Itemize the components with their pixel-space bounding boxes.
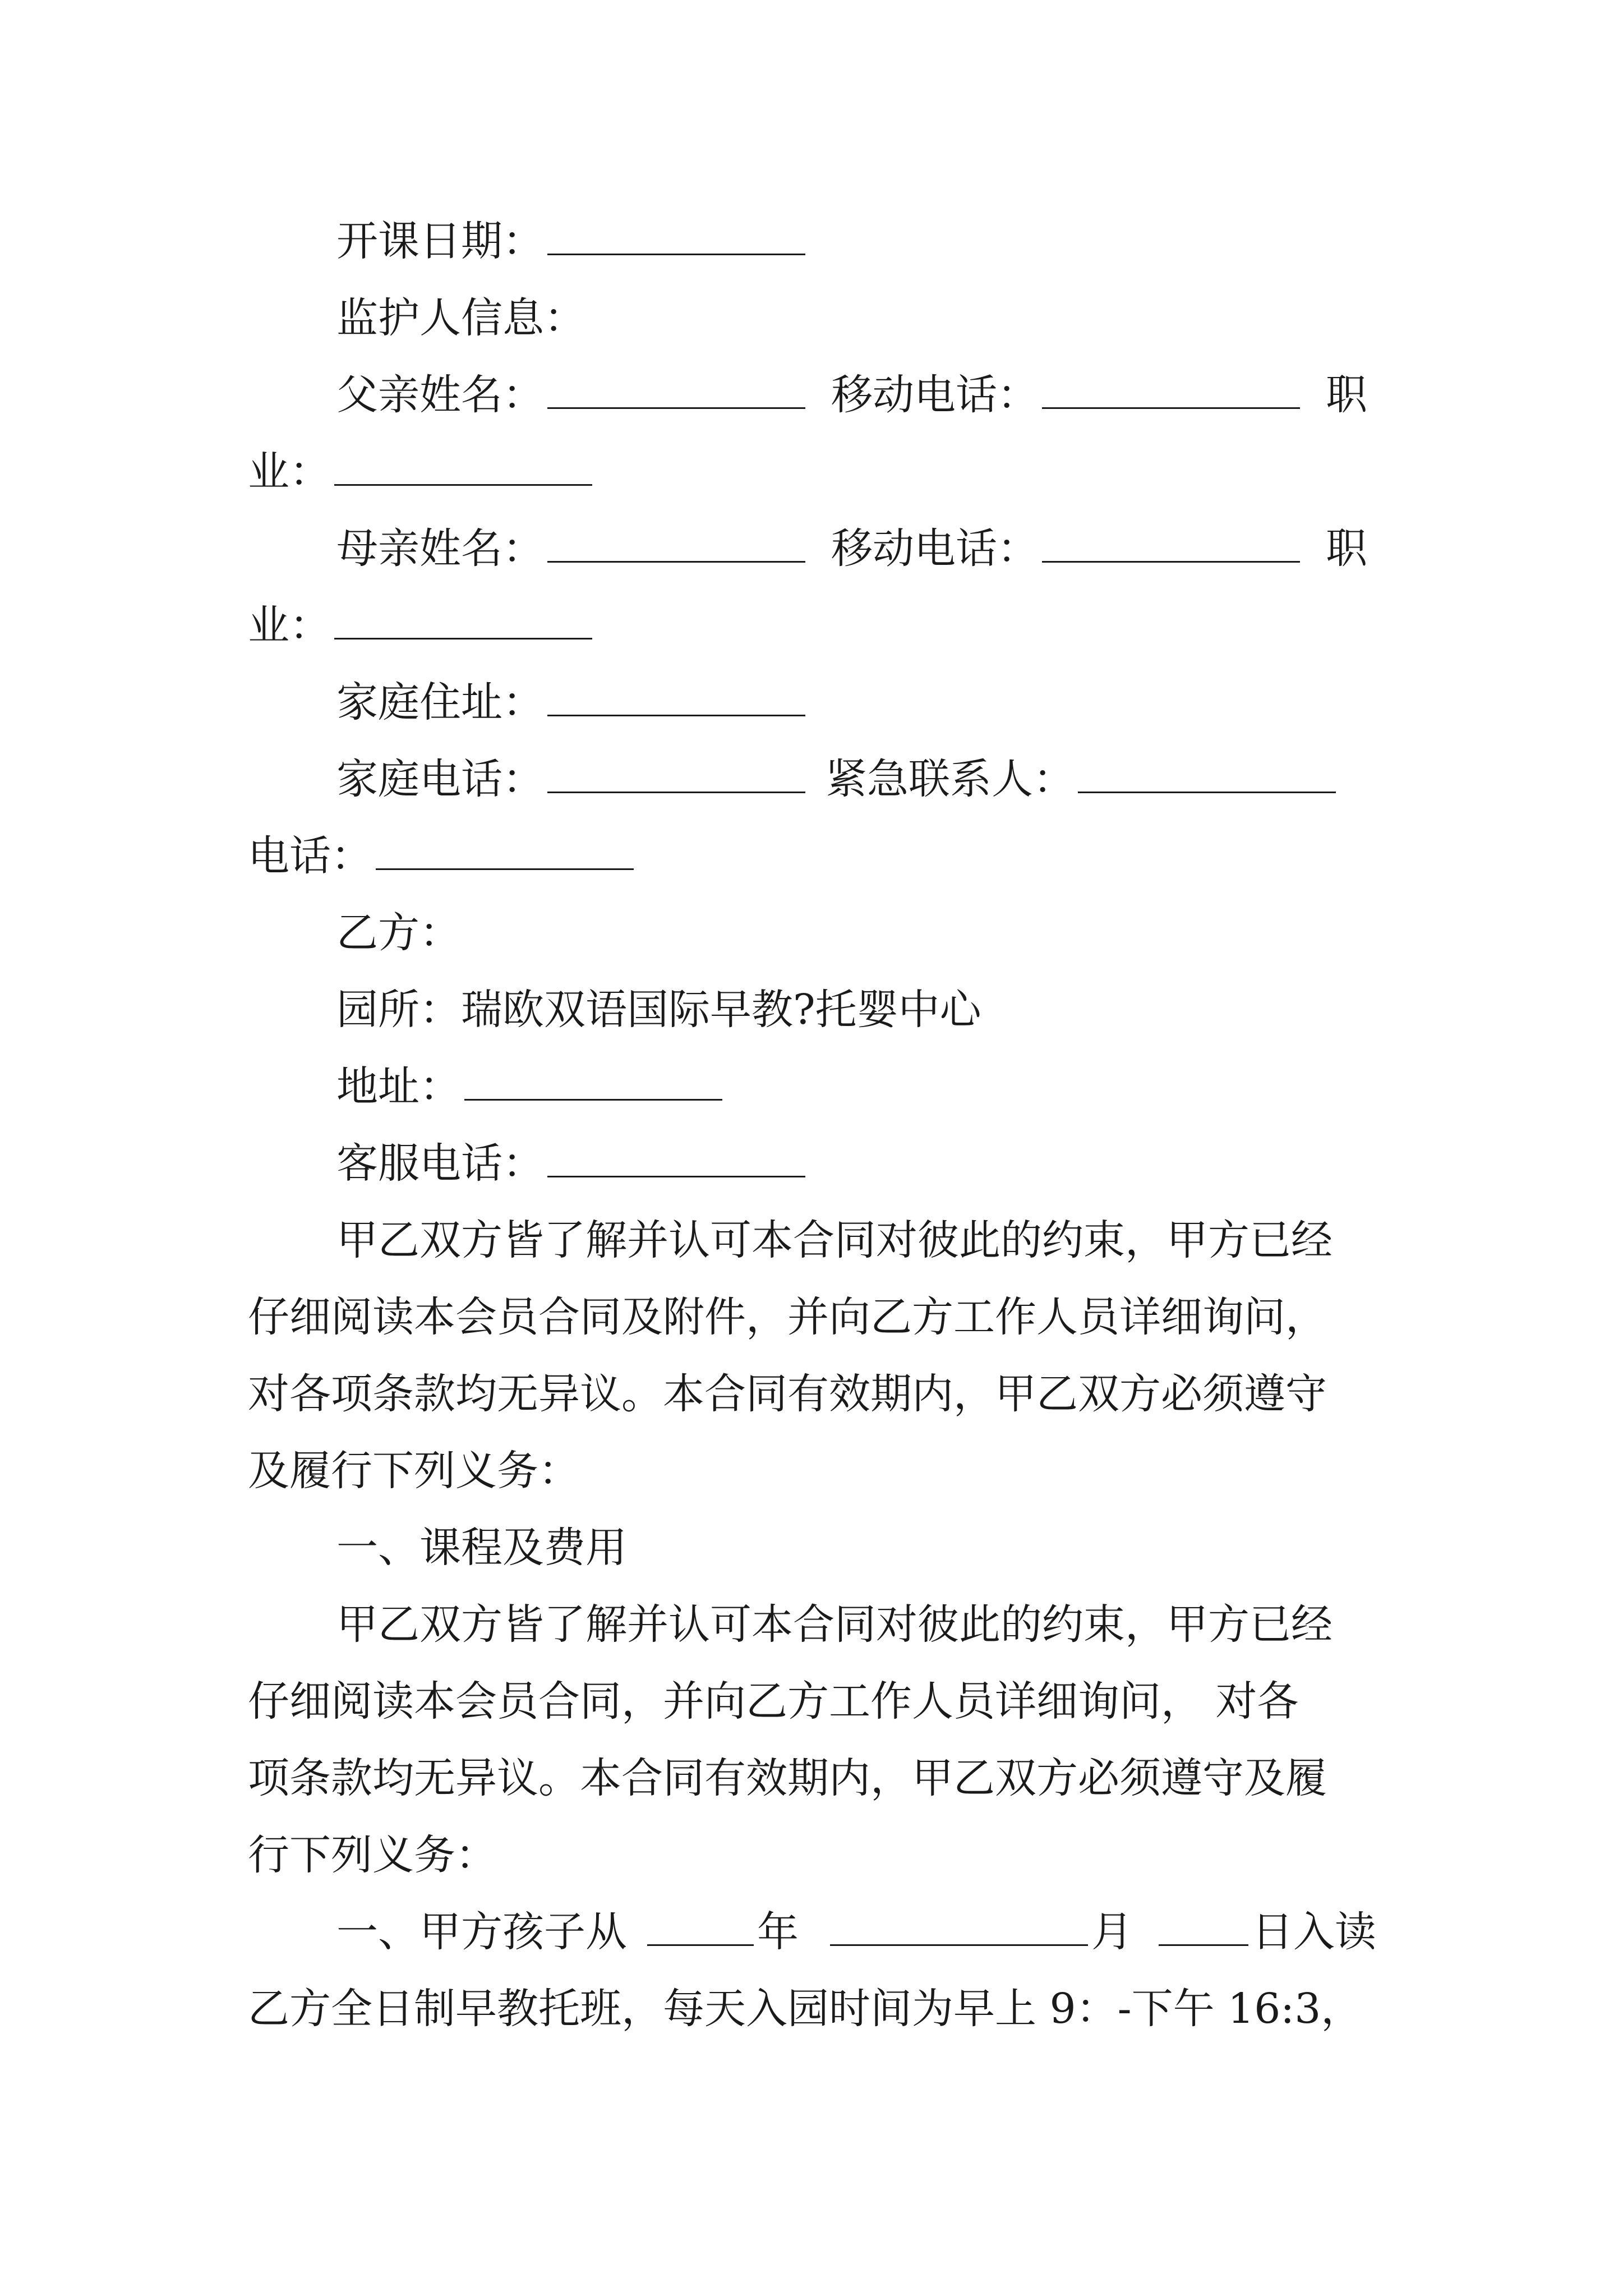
address-field[interactable] bbox=[464, 1066, 722, 1101]
item-1-line-2: 乙方全日制早教托班，每天入园时间为早上 9：-下午 16:3， bbox=[248, 1985, 1363, 2033]
home-phone-row bbox=[336, 751, 1339, 807]
address-row bbox=[336, 1059, 726, 1115]
father-occupation-field[interactable] bbox=[334, 452, 592, 486]
emergency-phone-row bbox=[248, 828, 637, 884]
service-phone-label: 客服电话： bbox=[336, 1139, 544, 1188]
month-label: 月 bbox=[1091, 1908, 1133, 1956]
paragraph-1-line-1: 甲乙双方皆了解并认可本合同对彼此的约束，甲方已经 bbox=[336, 1216, 1332, 1264]
paragraph-2-line-1: 甲乙双方皆了解并认可本合同对彼此的约束，甲方已经 bbox=[336, 1600, 1332, 1649]
home-address-row bbox=[336, 674, 809, 730]
paragraph-2-line-2: 仔细阅读本会员合同，并向乙方工作人员详细询问， 对各 bbox=[248, 1677, 1299, 1726]
item-1-prefix: 一、甲方孩子从 bbox=[336, 1908, 627, 1956]
father-occupation-label-start: 职 bbox=[1326, 371, 1367, 419]
enroll-day-field[interactable] bbox=[1159, 1912, 1248, 1946]
mother-row bbox=[336, 521, 1367, 577]
home-phone-field[interactable] bbox=[547, 759, 805, 793]
emergency-contact-label: 紧急联系人： bbox=[826, 755, 1075, 803]
item-1-line-1 bbox=[336, 1904, 1376, 1960]
party-b-heading: 乙方： bbox=[336, 909, 461, 957]
section-1-title: 一、课程及费用 bbox=[336, 1524, 627, 1572]
father-mobile-field[interactable] bbox=[1042, 375, 1300, 409]
class-date-label: 开课日期： bbox=[336, 217, 544, 265]
mother-occupation-field[interactable] bbox=[334, 605, 592, 639]
enroll-year-field[interactable] bbox=[647, 1912, 754, 1946]
center-name: 园所：瑞欧双语国际早教?托婴中心 bbox=[336, 986, 981, 1034]
paragraph-2-line-3: 项条款均无异议。本合同有效期内，甲乙双方必须遵守及履 bbox=[248, 1754, 1327, 1802]
mother-name-field[interactable] bbox=[547, 528, 805, 563]
day-label: 日入读 bbox=[1252, 1908, 1376, 1956]
mother-occupation-row bbox=[248, 597, 596, 654]
paragraph-1-line-4: 及履行下列义务： bbox=[248, 1447, 580, 1495]
father-name-field[interactable] bbox=[547, 375, 805, 409]
home-phone-label: 家庭电话： bbox=[336, 755, 544, 803]
paragraph-2-line-4: 行下列义务： bbox=[248, 1831, 497, 1879]
guardian-info-heading: 监护人信息： bbox=[336, 294, 585, 342]
emergency-contact-field[interactable] bbox=[1078, 759, 1336, 793]
address-label: 地址： bbox=[336, 1062, 461, 1111]
mother-occupation-label-end: 业： bbox=[248, 601, 331, 650]
class-date-row bbox=[336, 213, 809, 269]
home-address-label: 家庭住址： bbox=[336, 678, 544, 726]
father-name-label: 父亲姓名： bbox=[336, 371, 544, 419]
paragraph-1-line-3: 对各项条款均无异议。本合同有效期内，甲乙双方必须遵守 bbox=[248, 1370, 1327, 1418]
mother-name-label: 母亲姓名： bbox=[336, 524, 544, 573]
mother-mobile-field[interactable] bbox=[1042, 528, 1300, 563]
father-mobile-label: 移动电话： bbox=[831, 371, 1039, 419]
emergency-phone-label: 电话： bbox=[248, 832, 372, 880]
father-occupation-row bbox=[248, 444, 596, 500]
father-row bbox=[336, 367, 1367, 423]
home-address-field[interactable] bbox=[547, 682, 805, 716]
enroll-month-field[interactable] bbox=[830, 1912, 1088, 1946]
paragraph-1-line-2: 仔细阅读本会员合同及附件，并向乙方工作人员详细询问， bbox=[248, 1293, 1327, 1341]
service-phone-row bbox=[336, 1135, 809, 1191]
class-date-field[interactable] bbox=[547, 221, 805, 255]
year-label: 年 bbox=[757, 1908, 799, 1956]
mother-mobile-label: 移动电话： bbox=[831, 524, 1039, 573]
father-occupation-label-end: 业： bbox=[248, 448, 331, 496]
mother-occupation-label-start: 职 bbox=[1326, 524, 1367, 573]
service-phone-field[interactable] bbox=[547, 1143, 805, 1177]
emergency-phone-field[interactable] bbox=[376, 836, 634, 870]
